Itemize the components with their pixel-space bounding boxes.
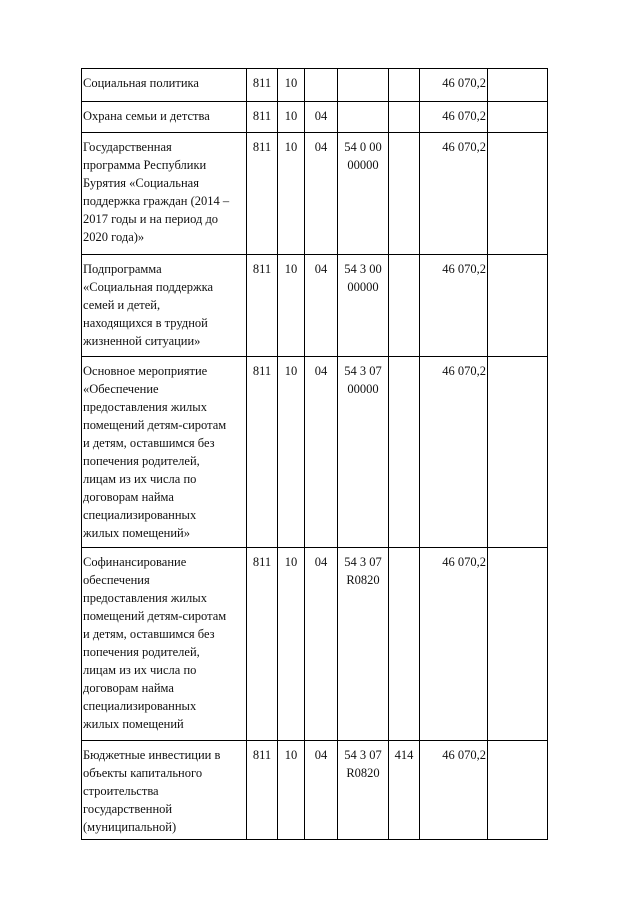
expense-type-code bbox=[389, 357, 420, 548]
table-row bbox=[82, 357, 548, 548]
budget-table-body bbox=[82, 69, 548, 840]
subsection-code: 04 bbox=[305, 255, 338, 357]
table-row bbox=[82, 69, 548, 102]
amount: 46 070,2 bbox=[420, 102, 488, 133]
amount: 46 070,2 bbox=[420, 255, 488, 357]
subsection-code bbox=[305, 69, 338, 102]
amount: 46 070,2 bbox=[420, 357, 488, 548]
subsection-code: 04 bbox=[305, 548, 338, 741]
extra-cell bbox=[488, 69, 548, 102]
section-code: 10 bbox=[278, 741, 305, 840]
extra-cell bbox=[488, 357, 548, 548]
target-article-code: 54 3 00 00000 bbox=[338, 255, 389, 357]
table-row bbox=[82, 102, 548, 133]
row-name: Государственная программа Республики Бурятия «Социальная поддержка граждан (2014 – 2017 годы и на период до 2020 года)» bbox=[82, 133, 247, 255]
expense-type-code: 414 bbox=[389, 741, 420, 840]
section-code: 10 bbox=[278, 548, 305, 741]
expense-type-code bbox=[389, 548, 420, 741]
target-article-code bbox=[338, 69, 389, 102]
expense-type-code bbox=[389, 133, 420, 255]
dept-code: 811 bbox=[247, 133, 278, 255]
section-code: 10 bbox=[278, 102, 305, 133]
expense-type-code bbox=[389, 69, 420, 102]
amount: 46 070,2 bbox=[420, 548, 488, 741]
section-code: 10 bbox=[278, 69, 305, 102]
amount: 46 070,2 bbox=[420, 741, 488, 840]
row-name: Охрана семьи и детства bbox=[82, 102, 247, 133]
subsection-code: 04 bbox=[305, 357, 338, 548]
row-name: Социальная политика bbox=[82, 69, 247, 102]
dept-code: 811 bbox=[247, 255, 278, 357]
dept-code: 811 bbox=[247, 69, 278, 102]
expense-type-code bbox=[389, 102, 420, 133]
section-code: 10 bbox=[278, 255, 305, 357]
target-article-code: 54 0 00 00000 bbox=[338, 133, 389, 255]
table-row bbox=[82, 741, 548, 840]
subsection-code: 04 bbox=[305, 741, 338, 840]
target-article-code: 54 3 07 R0820 bbox=[338, 741, 389, 840]
amount: 46 070,2 bbox=[420, 133, 488, 255]
row-name: Бюджетные инвестиции в объекты капитального строительства государственной (муниципальной) bbox=[82, 741, 247, 840]
row-name: Основное мероприятие «Обеспечение предоставления жилых помещений детям-сиротам и детям, оставшимся без попечения родителей, лицам из их числа по договорам найма специализированных жилых помещений» bbox=[82, 357, 247, 548]
dept-code: 811 bbox=[247, 741, 278, 840]
target-article-code: 54 3 07 00000 bbox=[338, 357, 389, 548]
target-article-code bbox=[338, 102, 389, 133]
amount: 46 070,2 bbox=[420, 69, 488, 102]
extra-cell bbox=[488, 255, 548, 357]
subsection-code: 04 bbox=[305, 133, 338, 255]
dept-code: 811 bbox=[247, 102, 278, 133]
dept-code: 811 bbox=[247, 548, 278, 741]
budget-table bbox=[81, 68, 548, 840]
table-row bbox=[82, 255, 548, 357]
row-name: Подпрограмма «Социальная поддержка семей и детей, находящихся в трудной жизненной ситуации» bbox=[82, 255, 247, 357]
table-row bbox=[82, 133, 548, 255]
extra-cell bbox=[488, 133, 548, 255]
section-code: 10 bbox=[278, 357, 305, 548]
dept-code: 811 bbox=[247, 357, 278, 548]
expense-type-code bbox=[389, 255, 420, 357]
target-article-code: 54 3 07 R0820 bbox=[338, 548, 389, 741]
extra-cell bbox=[488, 741, 548, 840]
row-name: Софинансирование обеспечения предоставления жилых помещений детям-сиротам и детям, оставшимся без попечения родителей, лицам из их числа по договорам найма специализированных жилых помещений bbox=[82, 548, 247, 741]
table-row bbox=[82, 548, 548, 741]
section-code: 10 bbox=[278, 133, 305, 255]
extra-cell bbox=[488, 102, 548, 133]
extra-cell bbox=[488, 548, 548, 741]
subsection-code: 04 bbox=[305, 102, 338, 133]
